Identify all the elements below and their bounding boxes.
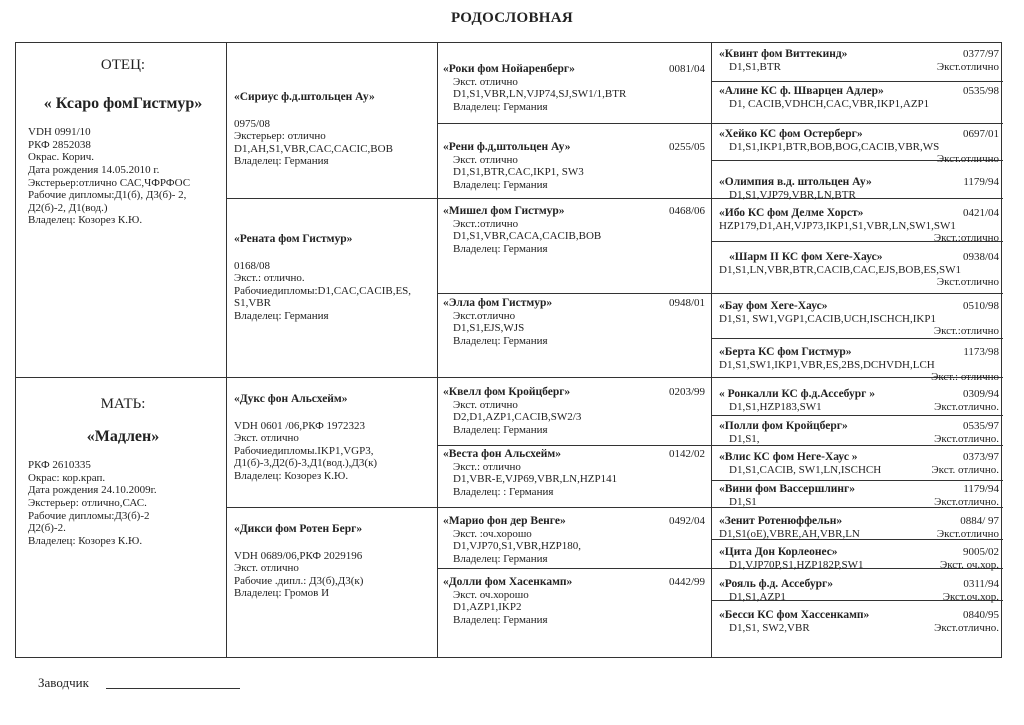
ancestor-line: D1,VJP70,S1,VBR,HZP180, [453,540,582,553]
ancestor-line: Владелец: Германия [453,178,548,191]
ancestor-number: 1173/98 [963,346,999,358]
ancestor-line: Экст. :оч.хорошо [453,527,532,540]
ancestor-name: «Шарм II КС фом Хеге-Хаус» [729,251,883,263]
ancestor-number: 0884/ 97 [960,515,999,527]
ancestor-grade: Экст.отлично. [934,621,999,634]
ancestor-line: Экст.: отлично [453,460,521,473]
ancestor-name: «Бау фом Хеге-Хаус» [719,300,828,312]
ancestor-grade: Экст. оч.хор. [939,558,999,571]
ancestor-name: «Веста фон Альсхейм» [443,448,561,460]
ancestor-line: HZP179,D1,AH,VJP73,IKP1,S1,VBR,LN,SW1,SW1 [719,219,956,232]
grandparent-line: D1,AH,S1,VBR,CAC,CACIC,BOB [234,142,393,155]
row-divider [711,338,1003,339]
ancestor-name: «Зенит Ротенюффельн» [719,515,843,527]
dam-name: «Мадлен» [86,427,160,445]
ancestor-name: «Марио фон дер Венге» [443,515,566,527]
column-divider [711,43,712,657]
column-divider [437,43,438,657]
ancestor-cell [719,388,999,413]
ancestor-grade: Экст.отлично [936,153,999,166]
ancestor-name: «Алине КС ф. Шварцен Адлер» [719,85,884,97]
ancestor-line: Экст. отлично [453,153,518,166]
grandparent-line: Владелец: Козорез К.Ю. [234,469,349,482]
ancestor-number: 9005/02 [962,546,999,558]
grandparent-line: Экст.: отлично. [234,272,305,285]
sire-line: VDH 0991/10 [28,126,91,139]
ancestor-number: 0309/94 [962,388,999,400]
ancestor-number: 1179/94 [963,483,999,495]
ancestor-name: «Рояль ф.д. Ассебург» [719,578,833,590]
sire-line: Рабочие дипломы:Д1(б), Д3(б)- 2, [28,189,187,202]
dam-line: Дата рождения 24.10.2009г. [28,484,157,497]
ancestor-cell [443,141,705,191]
ancestor-number: 0697/01 [962,128,999,140]
sire-line: Д2(б)-2, Д1(вод.) [28,201,108,214]
row-divider [437,123,1003,124]
grandparent-cell [234,393,434,483]
ancestor-cell [719,346,999,384]
dam-line: Окрас: кор.крап. [28,471,106,484]
ancestor-grade: Экст.:отлично [933,232,999,245]
ancestor-number: 0948/01 [668,297,705,309]
ancestor-name: «Хейко КС фом Остерберг» [719,128,863,140]
ancestor-name: «Долли фом Хасенкамп» [443,576,573,588]
ancestor-line: D1,VBR-E,VJP69,VBR,LN,HZP141 [453,473,618,486]
ancestor-grade: Экст.отлично [936,276,999,289]
ancestor-line: D2,D1,AZP1,CACIB,SW2/3 [453,411,582,424]
dam-line: Д2(б)-2. [28,522,66,535]
ancestor-grade: Экст.отлично [936,527,999,540]
ancestor-line: D1,AZP1,IKP2 [453,601,522,614]
ancestor-line: Экст. отлично [453,398,518,411]
ancestor-name: «Роки фом Нойаренберг» [443,63,575,75]
ancestor-grade: Экст.: отлично [931,371,999,384]
grandparent-line: Рабочиедипломы:D1,CAC,CACIB,ES, [234,284,412,297]
ancestor-line: D1,S1, [729,432,760,445]
grandparent-name: «Дукс фон Альсхейм» [234,393,348,405]
ancestor-number: 0535/98 [962,85,999,97]
ancestor-cell [719,176,999,201]
ancestor-cell [443,63,705,113]
ancestor-grade: Экст.:отлично [933,325,999,338]
grandparent-line: VDH 0689/06,РКФ 2029196 [234,549,363,562]
ancestor-number: 0142/02 [668,448,705,460]
ancestor-line: Экст. отлично [453,75,518,88]
ancestor-grade: Экст.отлично. [934,400,999,413]
ancestor-cell [719,251,999,289]
sire-line: Дата рождения 14.05.2010 г. [28,163,160,176]
sire-line: РКФ 2852038 [28,138,91,151]
grandparent-line: Рабочиедипломы.IKP1,VGP3, [234,444,374,457]
ancestor-number: 0492/04 [668,515,705,527]
grandparent-cell [234,233,434,323]
ancestor-name: «Бесси КС фом Хассенкамп» [719,609,870,621]
ancestor-name: «Элла фом Гистмур» [443,297,553,309]
ancestor-name: «Берта КС фом Гистмур» [719,346,852,358]
ancestor-line: Владелец: Германия [453,100,548,113]
ancestor-cell [719,300,999,338]
ancestor-number: 0938/04 [962,251,999,263]
grandparent-line: S1,VBR [234,297,271,310]
ancestor-cell [443,448,705,498]
ancestor-line: Владелец: Германия [453,242,548,255]
ancestor-line: D1,S1 [729,495,757,508]
grandparent-line: Экст. отлично [234,432,299,445]
ancestor-cell [443,576,705,626]
ancestor-name: «Полли фом Кройцберг» [719,420,848,432]
row-divider [711,81,1003,82]
grandparent-name: «Рената фом Гистмур» [234,233,353,245]
ancestor-cell [443,205,705,255]
ancestor-line: D1,S1,CACIB, SW1,LN,ISCHCH [729,463,882,476]
grandparent-line: 0975/08 [234,117,271,130]
ancestor-cell [719,578,999,603]
dam-role-label: МАТЬ: [100,396,146,412]
sire-cell [28,59,218,227]
sire-role-label: ОТЕЦ: [100,57,146,73]
ancestor-number: 0377/97 [962,48,999,60]
grandparent-line: Владелец: Германия [234,155,329,168]
ancestor-line: Экст. оч.хорошо [453,588,529,601]
ancestor-grade: Экст.отлично [936,60,999,73]
grandparent-line: Экст. отлично [234,562,299,575]
grandparent-line: Рабочие .дипл.: Д3(б),Д3(к) [234,574,364,587]
page-title: РОДОСЛОВНАЯ [450,10,574,26]
ancestor-number: 0535/97 [962,420,999,432]
grandparent-line: Владелец: Германия [234,309,329,322]
sire-line: Экстерьер:отлично САС,ЧФРФОС [28,176,191,189]
ancestor-number: 0421/04 [962,207,999,219]
sire-name: « Ксаро фомГистмур» [43,94,203,112]
ancestor-name: «Олимпия в.д. штольцен Ау» [719,176,872,188]
ancestor-line: D1,S1,EJS,WJS [453,322,525,335]
ancestor-name: «Квинт фом Виттекинд» [719,48,848,60]
grandparent-name: «Сириус ф.д.штольцен Ау» [234,91,375,103]
ancestor-line: Владелец: Германия [453,334,548,347]
ancestor-line: D1,S1,VBR,CACA,CACIB,BOB [453,230,602,243]
ancestor-number: 0840/95 [962,609,999,621]
dam-cell [28,398,218,547]
pedigree-table [15,42,1002,658]
ancestor-number: 0373/97 [962,451,999,463]
ancestor-grade: Экст.оч.хор. [942,590,999,603]
row-divider [711,415,1003,416]
ancestor-line: D1,S1,BTR,CAC,IKP1, SW3 [453,166,584,179]
ancestor-line: D1,VJP70P,S1,HZP182P,SW1 [729,558,864,571]
ancestor-number: 0081/04 [668,63,705,75]
ancestor-line: Владелец: Германия [453,613,548,626]
grandparent-name: «Дикси фом Ротен Берг» [234,523,363,535]
ancestor-line: D1, CACIB,VDHCH,CAC,VBR,IKP1,AZP1 [729,97,930,110]
sire-line: Окрас. Корич. [28,151,95,164]
ancestor-line: Владелец: Германия [453,552,548,565]
row-divider [437,293,1003,294]
ancestor-cell [443,515,705,565]
ancestor-cell [719,85,999,110]
ancestor-line: D1,S1,BTR [729,60,781,73]
dam-line: Экстерьер: отлично,САС. [28,496,147,509]
grandparent-line: Д1(б)-3,Д2(б)-3,Д1(вод.),Д3(к) [234,457,378,470]
ancestor-cell [719,546,999,571]
ancestor-grade: Экст. отлично. [931,463,999,476]
ancestor-cell [719,48,999,73]
ancestor-name: «Цита Дон Корлеонес» [719,546,838,558]
ancestor-number: 0442/99 [668,576,705,588]
ancestor-grade: Экст.отлично. [934,495,999,508]
grandparent-cell [234,91,434,168]
ancestor-cell [719,420,999,445]
ancestor-cell [719,609,999,634]
breeder-label: Заводчик [38,675,89,690]
ancestor-cell [719,451,999,476]
row-divider [711,480,1003,481]
dam-line: РКФ 2610335 [28,459,91,472]
ancestor-name: «Мишел фом Гистмур» [443,205,565,217]
ancestor-grade: Экст.отлично. [934,432,999,445]
ancestor-line: D1,S1, SW2,VBR [729,621,810,634]
ancestor-line: Владелец: Германия [453,423,548,436]
ancestor-name: « Ронкалли КС ф.д.Ассебург » [719,388,875,400]
ancestor-line: D1,S1(oE),VBRE,AH,VBR,LN [719,527,860,540]
ancestor-line: D1,S1,LN,VBR,BTR,CACIB,CAC,EJS,BOB,ES,SW1 [719,263,962,276]
ancestor-cell [719,207,999,245]
ancestor-name: «Вини фом Вассершлинг» [719,483,856,495]
ancestor-number: 0311/94 [963,578,999,590]
ancestor-number: 0468/06 [668,205,705,217]
dam-line: Владелец: Козорез К.Ю. [28,534,143,547]
ancestor-line: D1,S1,AZP1 [729,590,786,603]
ancestor-number: 1179/94 [963,176,999,188]
ancestor-cell [443,297,705,347]
ancestor-line: D1,S1,HZP183,SW1 [729,400,822,413]
ancestor-cell [719,128,999,166]
ancestor-line: Владелец: : Германия [453,485,554,498]
ancestor-name: «Рени ф.д,штольцен Ау» [443,141,571,153]
ancestor-number: 0203/99 [668,386,705,398]
grandparent-cell [234,523,434,600]
grandparent-line: Экстерьер: отлично [234,130,326,143]
sire-line: Владелец: Козорез К.Ю. [28,214,143,227]
ancestor-number: 0510/98 [962,300,999,312]
dam-line: Рабочие дипломы:Д3(б)-2 [28,509,150,522]
ancestor-line: D1,S1,VBR,LN,VJP74,SJ,SW1/1,BTR [453,88,627,101]
ancestor-name: «Ибо КС фом Делме Хорст» [719,207,864,219]
ancestor-name: «Квелл фом Кройцберг» [443,386,571,398]
ancestor-name: «Влис КС фом Неге-Хаус » [719,451,858,463]
ancestor-line: D1,S1,IKP1,BTR,BOB,BOG,CACIB,VBR,WS [729,140,940,153]
ancestor-line: D1,S1, SW1,VGP1,CACIB,UCH,ISCHCH,IKP1 [719,312,936,325]
ancestor-line: Экст.:отлично [453,217,519,230]
ancestor-cell [443,386,705,436]
column-divider [226,43,227,657]
ancestor-line: D1,S1,SW1,IKP1,VBR,ES,2BS,DCHVDH,LCH [719,358,935,371]
ancestor-line: Экст.отлично [453,309,516,322]
ancestor-number: 0255/05 [668,141,705,153]
grandparent-line: Владелец: Громов И [234,587,330,600]
grandparent-line: VDH 0601 /06,РКФ 1972323 [234,419,366,432]
breeder-signature-line[interactable] [106,688,240,689]
ancestor-line: D1,S1,VJP79,VBR,LN,BTR [729,188,856,201]
ancestor-cell [719,515,999,540]
grandparent-line: 0168/08 [234,259,271,272]
ancestor-cell [719,483,999,508]
